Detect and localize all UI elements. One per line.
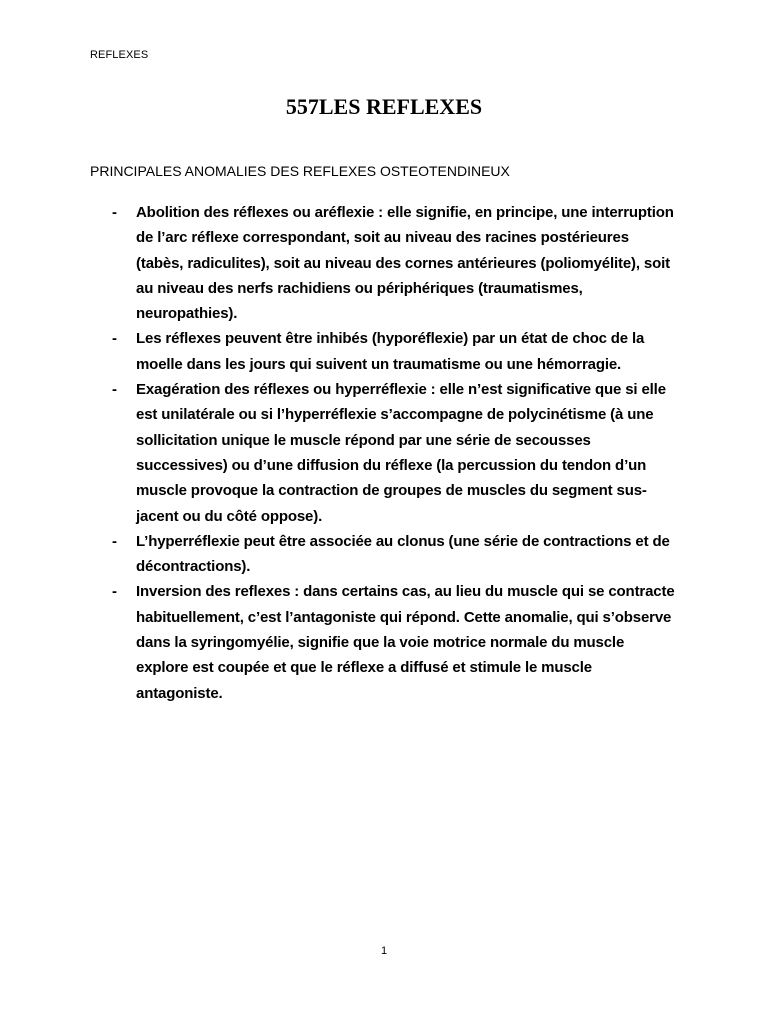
list-item-text: L’hyperréflexie peut être associée au clonus (une série de contractions et de décontractions). — [136, 532, 670, 576]
bullet-dash: - — [112, 381, 117, 399]
section-heading: PRINCIPALES ANOMALIES DES REFLEXES OSTEOTENDINEUX — [90, 163, 510, 179]
list-item — [0, 200, 768, 326]
list-item — [0, 326, 768, 377]
list-item-text: Les réflexes peuvent être inhibés (hyporéflexie) par un état de choc de la moelle dans les jours qui suivent un traumatisme ou une hémorragie. — [136, 330, 645, 373]
page-number: 1 — [380, 945, 388, 957]
bullet-dash: - — [112, 583, 117, 601]
bullet-dash: - — [112, 330, 117, 348]
list-item-text: Abolition des réflexes ou aréflexie : elle signifie, en principe, une interruption de l’arc réflexe correspondant, soit au niveau des racines postérieures (tabès, radiculites), soit au niveau des cornes antérieures (poliomyélite), soit au niveau des nerfs rachidiens ou périphériques (traumatismes, neuropathies). — [136, 204, 674, 323]
running-header: REFLEXES — [90, 49, 149, 61]
list-item-text: Exagération des réflexes ou hyperréflexie : elle n’est significative que si elle est unilatérale ou si l’hyperréflexie s’accompagne de polycinétisme (à une sollicitation unique le muscle répond par une série de secousses successives) ou d’une diffusion du réflexe (la percussion du tendon d’un muscle provoque la contraction de groupes de muscles du segment sus-jacent ou du côté oppose). — [136, 381, 666, 525]
bullet-dash: - — [112, 204, 117, 221]
document-title: 557LES REFLEXES — [285, 94, 483, 119]
bullet-dash: - — [112, 532, 117, 550]
list-item — [0, 579, 768, 705]
anomalies-list — [0, 200, 768, 706]
list-item-text: Inversion des reflexes : dans certains cas, au lieu du muscle qui se contracte habituellement, c’est l’antagoniste qui répond. Cette anomalie, qui s’observe dans la syringomyélie, signifie que la voie motrice normale du muscle explore est coupée et que le réflexe a diffusé et stimule le muscle antagoniste. — [136, 583, 675, 702]
list-item — [0, 529, 768, 580]
list-item — [0, 377, 768, 529]
